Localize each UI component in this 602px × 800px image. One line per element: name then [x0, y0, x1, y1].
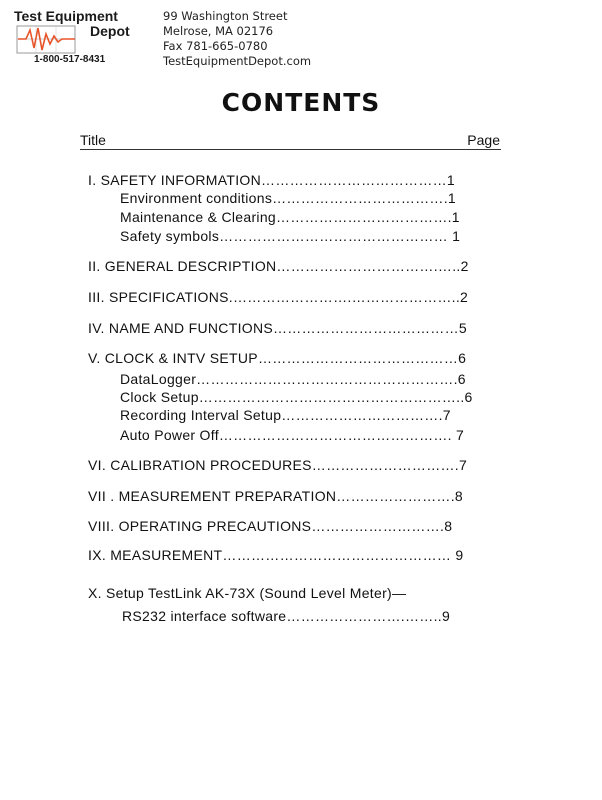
column-header-title: Title — [80, 132, 106, 148]
logo-waveform-icon — [16, 24, 78, 56]
toc-entry-measurement-preparation: VII . MEASUREMENT PREPARATION…………………….8 — [88, 488, 463, 504]
logo-text-line2: Depot — [90, 23, 130, 39]
toc-entry-clock-intv-setup: V. CLOCK & INTV SETUP……………………………………6 — [88, 350, 467, 366]
page-title: CONTENTS — [221, 88, 381, 117]
toc-entry-safety-symbols: Safety symbols………………………………………… 1 — [120, 228, 461, 244]
toc-entry-environment-conditions: Environment conditions……………………………….1 — [120, 190, 456, 206]
toc-entry-setup-testlink: X. Setup TestLink AK-73X (Sound Level Meter)— — [88, 585, 407, 601]
toc-entry-operating-precautions: VIII. OPERATING PRECAUTIONS……………………….8 — [88, 518, 453, 534]
column-header-page: Page — [467, 132, 500, 148]
toc-entry-name-and-functions: IV. NAME AND FUNCTIONS…………………………………5 — [88, 320, 467, 336]
logo-text-line1: Test Equipment — [14, 8, 118, 24]
toc-entry-general-description: II. GENERAL DESCRIPTION…………………………….…..2 — [88, 258, 469, 274]
toc-entry-datalogger: DataLogger……………………………………………….6 — [120, 371, 466, 387]
address-street: 99 Washington Street — [163, 9, 288, 23]
toc-entry-maintenance-clearing: Maintenance & Clearing……………………………….1 — [120, 209, 460, 225]
company-address — [163, 9, 311, 69]
toc-entry-specifications: III. SPECIFICATIONS.…………………….…………………..2 — [88, 289, 469, 305]
address-website: TestEquipmentDepot.com — [163, 54, 312, 68]
toc-entry-recording-interval-setup: Recording Interval Setup…………………………….7 — [120, 407, 451, 423]
toc-entry-calibration-procedures: VI. CALIBRATION PROCEDURES………………………….7 — [88, 457, 468, 473]
address-city: Melrose, MA 02176 — [163, 24, 274, 38]
header-divider — [80, 149, 501, 150]
company-logo — [14, 8, 142, 68]
toc-entry-measurement: IX. MEASUREMENT………………………………………… 9 — [88, 547, 464, 563]
toc-entry-rs232-software: RS232 interface software…………………….……..9 — [122, 608, 451, 624]
logo-phone: 1-800-517-8431 — [34, 54, 106, 65]
toc-entry-auto-power-off: Auto Power Off…………………………………………. 7 — [120, 427, 465, 443]
toc-entry-safety-information: I. SAFETY INFORMATION…………………………………1 — [88, 172, 456, 188]
address-fax: Fax 781-665-0780 — [163, 39, 268, 53]
toc-entry-clock-setup: Clock Setup………………………………………………..6 — [120, 389, 473, 405]
